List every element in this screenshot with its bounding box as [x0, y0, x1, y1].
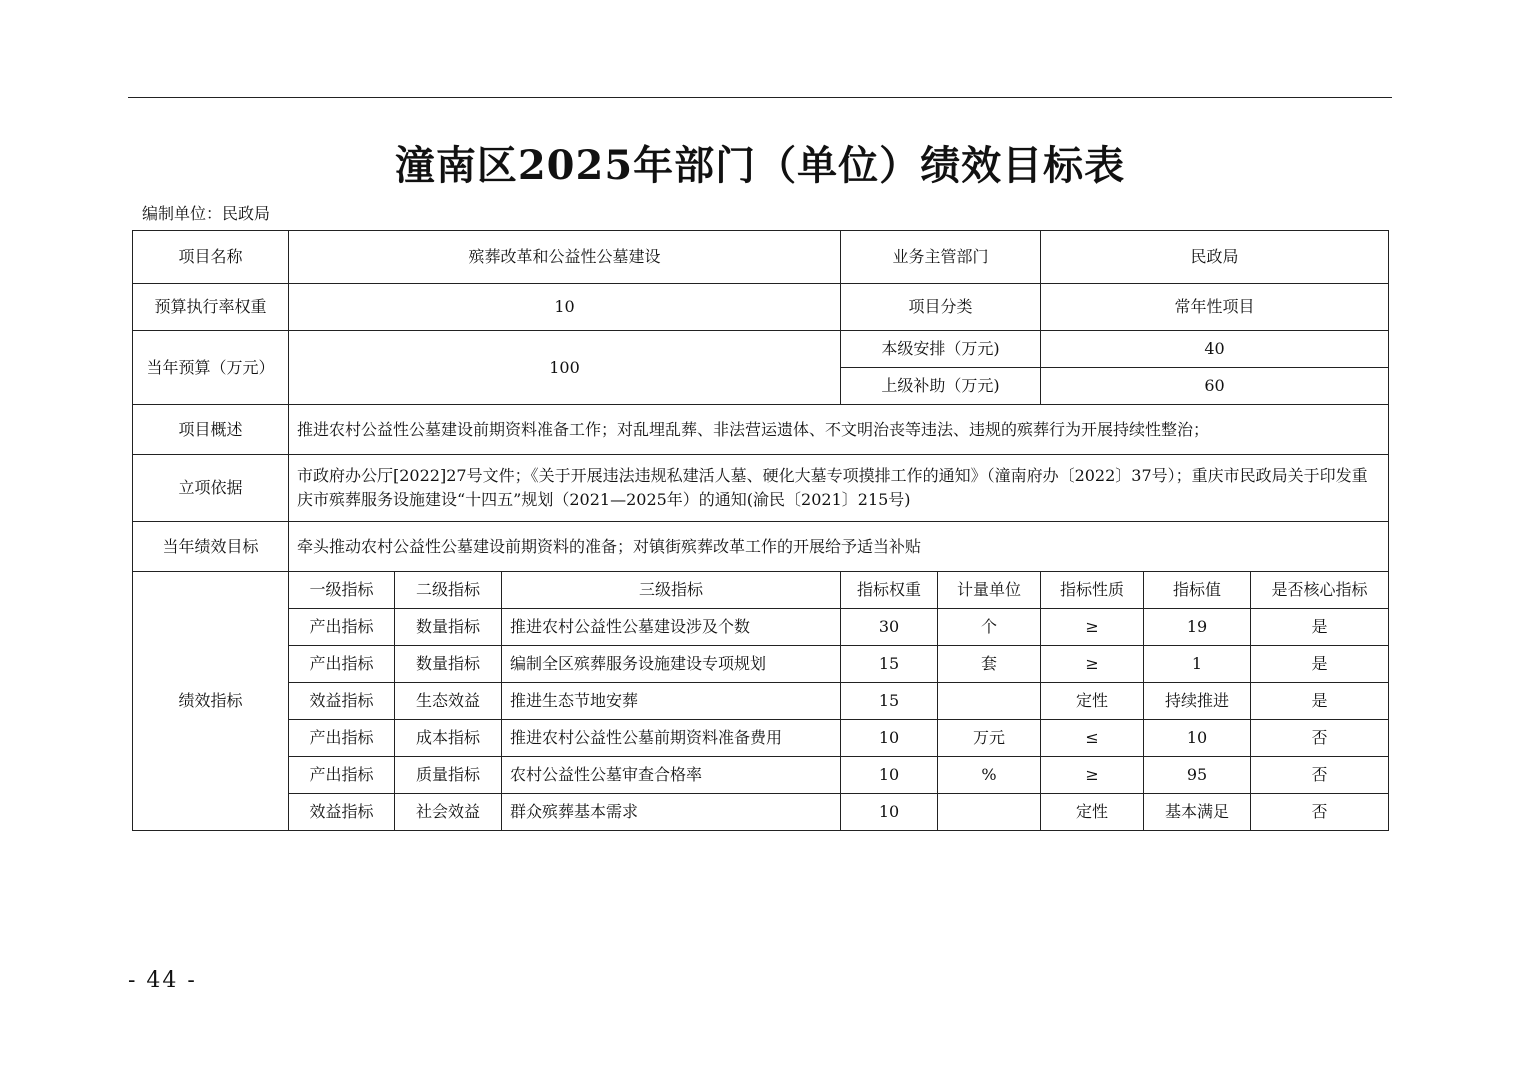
- header-rule: [128, 97, 1392, 98]
- table-row: [133, 720, 1389, 757]
- header-level2: 二级指标: [395, 572, 502, 609]
- value-basis: 市政府办公厅[2022]27号文件；《关于开展违法违规私建活人墓、硬化大墓专项摸排工作的通知》（潼南府办〔2022〕37号）；重庆市民政局关于印发重庆市殡葬服务设施建设“十四五”规划（2021—2025年）的通知(渝民〔2021〕215号): [289, 455, 1389, 522]
- row-project-name: [133, 231, 1389, 284]
- row-weight: [133, 284, 1389, 331]
- cell-nature: ≤: [1041, 720, 1144, 757]
- cell-level2: 社会效益: [395, 794, 502, 831]
- value-weight: 10: [289, 284, 841, 331]
- cell-level3: 编制全区殡葬服务设施建设专项规划: [502, 646, 841, 683]
- cell-value: 95: [1144, 757, 1251, 794]
- cell-core: 否: [1251, 757, 1389, 794]
- value-project-name: 殡葬改革和公益性公墓建设: [289, 231, 841, 284]
- value-budget: 100: [289, 331, 841, 405]
- cell-weight: 30: [841, 609, 938, 646]
- cell-level2: 生态效益: [395, 683, 502, 720]
- cell-unit: %: [938, 757, 1041, 794]
- header-level1: 一级指标: [289, 572, 395, 609]
- cell-weight: 10: [841, 720, 938, 757]
- header-unit: 计量单位: [938, 572, 1041, 609]
- table-row: [133, 683, 1389, 720]
- cell-nature: ≥: [1041, 646, 1144, 683]
- cell-nature: 定性: [1041, 794, 1144, 831]
- row-goal: [133, 522, 1389, 572]
- cell-weight: 10: [841, 794, 938, 831]
- document-title: 潼南区2025年部门（单位）绩效目标表: [394, 142, 1126, 189]
- table-row: [133, 757, 1389, 794]
- table-row: [133, 609, 1389, 646]
- cell-level2: 质量指标: [395, 757, 502, 794]
- cell-weight: 15: [841, 683, 938, 720]
- cell-level1: 效益指标: [289, 794, 395, 831]
- indicator-header-row: [133, 572, 1389, 609]
- label-weight: 预算执行率权重: [133, 284, 289, 331]
- value-local: 40: [1041, 331, 1389, 368]
- compile-unit: 编制单位：民政局: [142, 204, 271, 223]
- label-goal: 当年绩效目标: [133, 522, 289, 572]
- cell-level3: 推进生态节地安葬: [502, 683, 841, 720]
- cell-value: 19: [1144, 609, 1251, 646]
- header-value: 指标值: [1144, 572, 1251, 609]
- cell-level1: 效益指标: [289, 683, 395, 720]
- label-project-name: 项目名称: [133, 231, 289, 284]
- cell-value: 10: [1144, 720, 1251, 757]
- cell-core: 是: [1251, 609, 1389, 646]
- label-upper: 上级补助（万元): [841, 368, 1041, 405]
- header-weight: 指标权重: [841, 572, 938, 609]
- label-indicators: 绩效指标: [133, 572, 289, 831]
- cell-level3: 推进农村公益性公墓建设涉及个数: [502, 609, 841, 646]
- row-overview: [133, 405, 1389, 455]
- label-overview: 项目概述: [133, 405, 289, 455]
- cell-level1: 产出指标: [289, 720, 395, 757]
- cell-level2: 成本指标: [395, 720, 502, 757]
- row-basis: [133, 455, 1389, 522]
- label-dept: 业务主管部门: [841, 231, 1041, 284]
- cell-core: 是: [1251, 683, 1389, 720]
- label-budget: 当年预算（万元）: [133, 331, 289, 405]
- cell-core: 是: [1251, 646, 1389, 683]
- cell-unit: [938, 683, 1041, 720]
- table-row: [133, 646, 1389, 683]
- value-category: 常年性项目: [1041, 284, 1389, 331]
- cell-level3: 推进农村公益性公墓前期资料准备费用: [502, 720, 841, 757]
- value-goal: 牵头推动农村公益性公墓建设前期资料的准备；对镇街殡葬改革工作的开展给予适当补贴: [289, 522, 1389, 572]
- cell-weight: 15: [841, 646, 938, 683]
- page-number: - 44 -: [128, 968, 197, 993]
- cell-value: 1: [1144, 646, 1251, 683]
- cell-nature: ≥: [1041, 757, 1144, 794]
- cell-level1: 产出指标: [289, 757, 395, 794]
- cell-unit: 万元: [938, 720, 1041, 757]
- cell-level2: 数量指标: [395, 646, 502, 683]
- row-budget: [133, 331, 1389, 368]
- cell-nature: 定性: [1041, 683, 1144, 720]
- cell-value: 基本满足: [1144, 794, 1251, 831]
- header-level3: 三级指标: [502, 572, 841, 609]
- value-upper: 60: [1041, 368, 1389, 405]
- value-dept: 民政局: [1041, 231, 1389, 284]
- value-overview: 推进农村公益性公墓建设前期资料准备工作；对乱埋乱葬、非法营运遗体、不文明治丧等违法、违规的殡葬行为开展持续性整治；: [289, 405, 1389, 455]
- cell-level2: 数量指标: [395, 609, 502, 646]
- cell-unit: 套: [938, 646, 1041, 683]
- cell-nature: ≥: [1041, 609, 1144, 646]
- cell-level1: 产出指标: [289, 646, 395, 683]
- header-nature: 指标性质: [1041, 572, 1144, 609]
- cell-unit: [938, 794, 1041, 831]
- cell-value: 持续推进: [1144, 683, 1251, 720]
- performance-table: [132, 230, 1389, 831]
- cell-unit: 个: [938, 609, 1041, 646]
- header-core: 是否核心指标: [1251, 572, 1389, 609]
- cell-level3: 农村公益性公墓审查合格率: [502, 757, 841, 794]
- label-category: 项目分类: [841, 284, 1041, 331]
- table-row: [133, 794, 1389, 831]
- label-basis: 立项依据: [133, 455, 289, 522]
- cell-weight: 10: [841, 757, 938, 794]
- cell-level1: 产出指标: [289, 609, 395, 646]
- cell-core: 否: [1251, 794, 1389, 831]
- label-local: 本级安排（万元): [841, 331, 1041, 368]
- cell-level3: 群众殡葬基本需求: [502, 794, 841, 831]
- cell-core: 否: [1251, 720, 1389, 757]
